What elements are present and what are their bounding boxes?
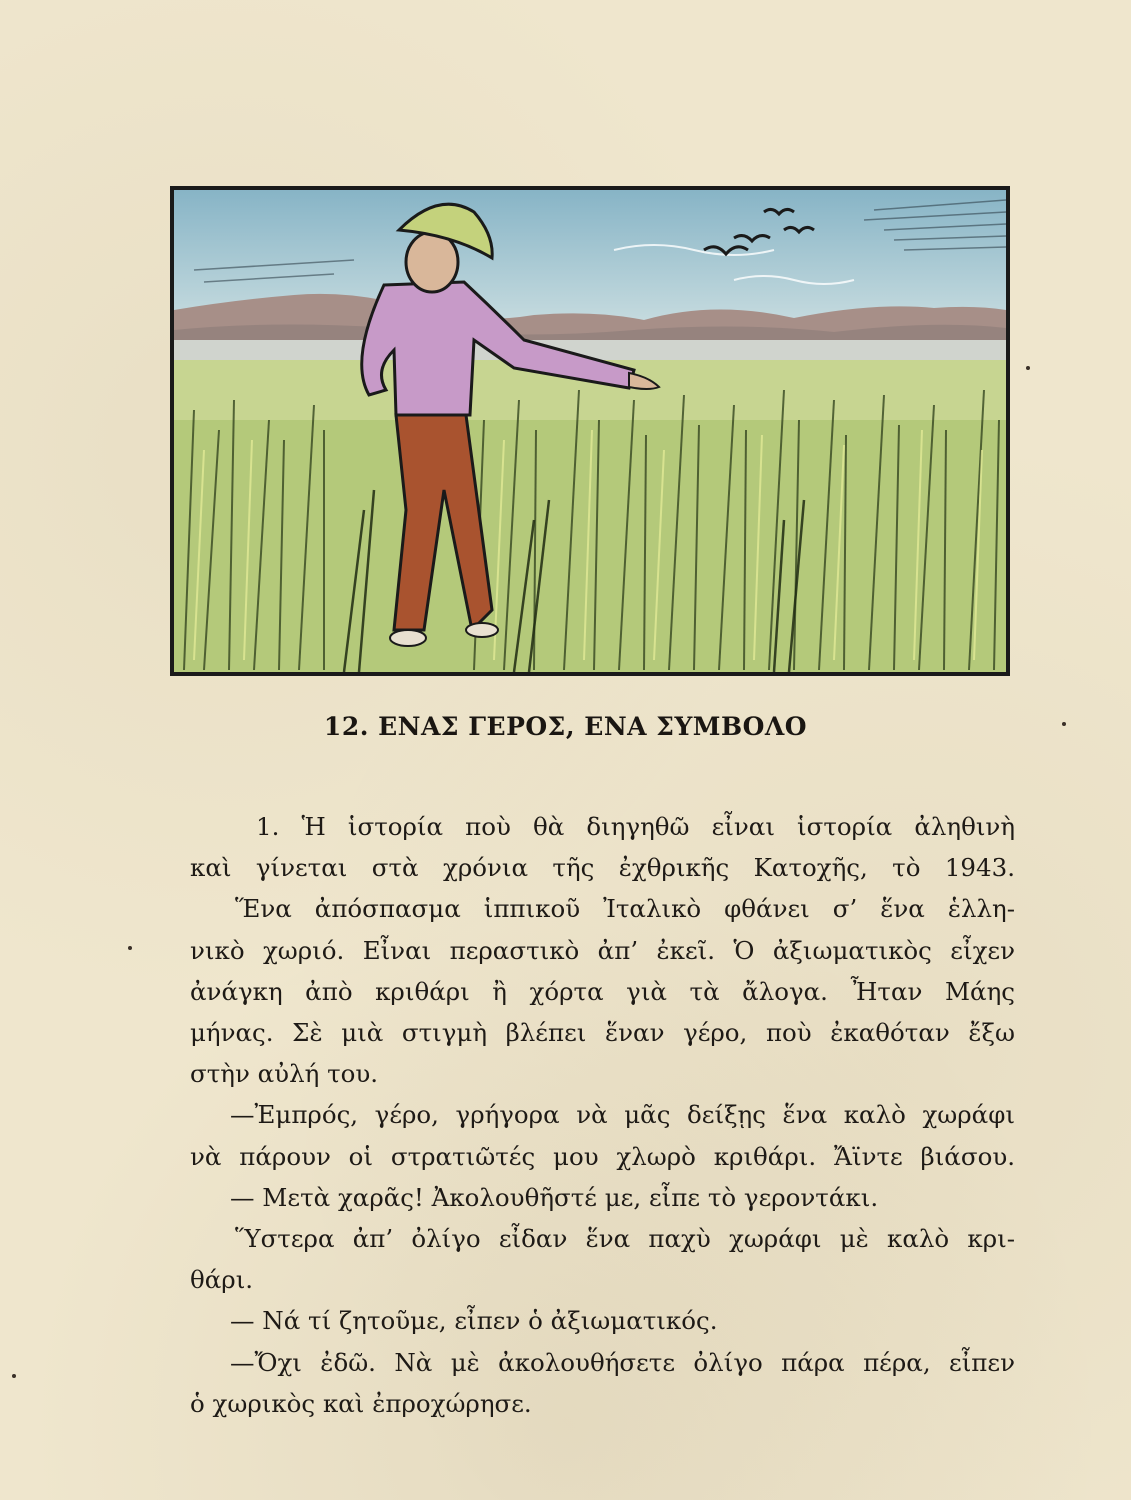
text-line: ὁ χωρικὸς καὶ ἐπροχώρησε. bbox=[190, 1388, 532, 1418]
paper-speck bbox=[1026, 366, 1030, 370]
chapter-title: 12. ΕΝΑΣ ΓΕΡΟΣ, ΕΝΑ ΣΥΜΒΟΛΟ bbox=[323, 712, 808, 741]
text-line: —Ἐμπρός, γέρο, γρήγορα νὰ μᾶς δείξῃς ἕνα καλὸ χωράφι bbox=[230, 1100, 1015, 1130]
story-text bbox=[190, 806, 1015, 1424]
text-line: στὴν αὐλή του. bbox=[190, 1059, 379, 1089]
paper-speck bbox=[1062, 722, 1066, 726]
text-line: θάρι. bbox=[190, 1265, 254, 1295]
paper-speck bbox=[128, 946, 132, 950]
text-line: 1. Ἡ ἱστορία ποὺ θὰ διηγηθῶ εἶναι ἱστορία ἀληθινὴ bbox=[256, 812, 1015, 841]
field-illustration-svg bbox=[174, 190, 1006, 672]
text-line: μήνας. Σὲ μιὰ στιγμὴ βλέπει ἕναν γέρο, ποὺ ἐκαθόταν ἔξω bbox=[190, 1018, 1015, 1048]
text-line: — Νά τί ζητοῦμε, εἶπεν ὁ ἀξιωματικός. bbox=[230, 1306, 718, 1336]
text-line: νικὸ χωριό. Εἶναι περαστικὸ ἀπ’ ἐκεῖ. Ὁ ἀξιωματικὸς εἶχεν bbox=[190, 935, 1015, 965]
text-line: Ὕστερα ἀπ’ ὀλίγο εἶδαν ἕνα παχὺ χωράφι μὲ καλὸ κρι- bbox=[235, 1224, 1015, 1254]
illustration-farmer-in-barley-field bbox=[170, 186, 1010, 676]
text-line: Ἕνα ἀπόσπασμα ἱππικοῦ Ἰταλικὸ φθάνει σ’ ἕνα ἑλλη- bbox=[235, 894, 1015, 924]
text-line: καὶ γίνεται στὰ χρόνια τῆς ἐχθρικῆς Κατοχῆς, τὸ 1943. bbox=[190, 853, 1015, 883]
text-line: —Ὄχι ἐδῶ. Νὰ μὲ ἀκολουθήσετε ὀλίγο πάρα πέρα, εἶπεν bbox=[230, 1347, 1015, 1377]
text-line: ἀνάγκη ἀπὸ κριθάρι ἢ χόρτα γιὰ τὰ ἄλογα. Ἦταν Μάης bbox=[190, 976, 1015, 1006]
text-line: νὰ πάρουν οἱ στρατιῶτές μου χλωρὸ κριθάρι. Ἄϊντε βιάσου. bbox=[190, 1141, 1015, 1171]
text-line: — Μετὰ χαρᾶς! Ἀκολουθῆστέ με, εἶπε τὸ γεροντάκι. bbox=[230, 1182, 879, 1212]
paper-speck bbox=[12, 1374, 16, 1378]
